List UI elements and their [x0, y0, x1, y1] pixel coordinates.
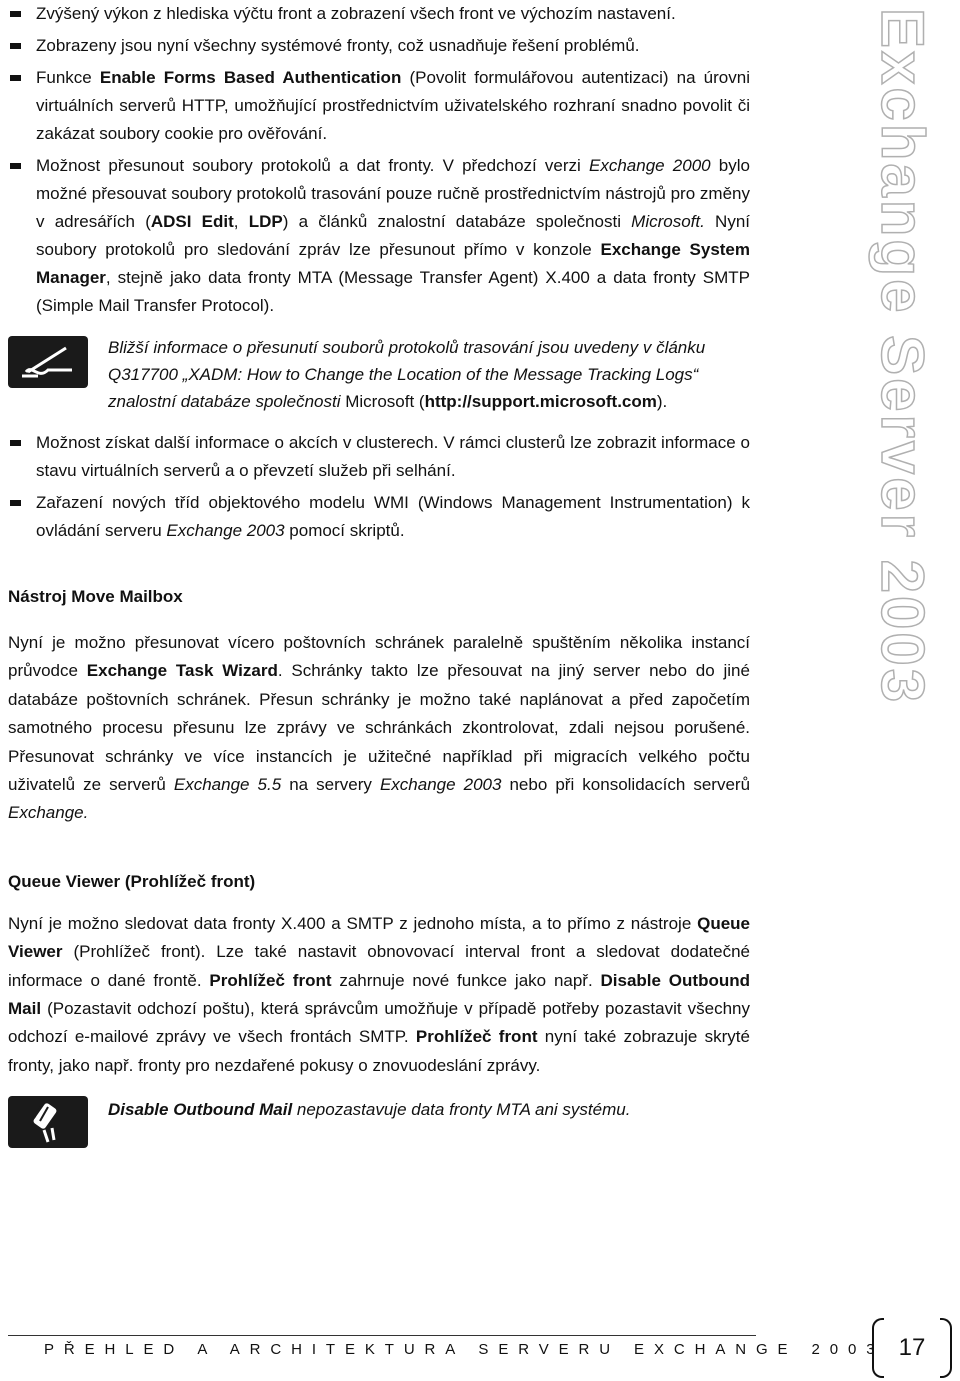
note-box	[8, 334, 750, 415]
bullet-marker-icon	[10, 11, 21, 17]
text-run: ,	[233, 212, 249, 231]
text-run: . Schránky takto lze přesouvat na jiný server nebo do jiné databáze poštovních schránek. Přesun schránky je možno také naplánovat a před započetím samotného procesu přesunu lze zprávy ve schránkách zkontrolovat, zdali nejsou porušené. Přesunovat schránky ve více instancích je užitečné například při migracích velkého počtu uživatelů ze serverů	[8, 661, 750, 795]
text-run: (Povolit formulářovou autentizaci) na úrovni virtuálních serverů HTTP, umožňující prostřednictvím uživatelského rozhraní snadno povolit či zakázat soubory cookie pro ověřování.	[36, 68, 750, 143]
bullet-marker-icon	[10, 440, 21, 446]
bold-term: LDP	[248, 212, 283, 231]
text-run: nebo při konsolidacích serverů	[501, 775, 751, 795]
page-content	[8, 0, 750, 1123]
italic-term: Exchange 5.5	[173, 775, 282, 795]
bullet-item	[8, 489, 750, 545]
text-run: Zobrazeny jsou nyní všechny systémové fronty, což usnadňuje řešení problémů.	[36, 36, 640, 55]
bold-term: Exchange Task Wizard	[86, 661, 278, 681]
bold-term: Disable Outbound Mail	[108, 1100, 293, 1120]
side-title: Exchange Server 2003	[869, 8, 936, 706]
text-run: Nyní je možno sledovat data fronty X.400 a SMTP z jednoho místa, a to přímo z nástroje	[8, 913, 698, 933]
running-title: PŘEHLED A ARCHITEKTURA SERVERU EXCHANGE 2003	[44, 1341, 885, 1358]
text-run: na servery	[281, 775, 380, 795]
italic-term: Exchange 2000	[589, 156, 711, 175]
text-run: ) a článků znalostní databáze společnosti	[282, 212, 632, 231]
bold-term: Prohlížeč front	[415, 1027, 538, 1047]
text-run: nyní také zobrazuje skryté fronty, jako např. fronty pro nezdařené pokusy o znovuodeslání zprávy.	[8, 1027, 750, 1075]
bold-term: http://support.microsoft.com	[424, 392, 657, 411]
bold-term: Prohlížeč front	[209, 970, 332, 990]
page-number: 17	[898, 1334, 926, 1361]
bullet-list-top	[8, 0, 750, 320]
warning-box	[8, 1096, 750, 1123]
text-run: ).	[656, 392, 668, 411]
bullet-item	[8, 152, 750, 320]
italic-term: nepozastavuje data fronty MTA ani systému.	[292, 1100, 631, 1120]
section-heading-queue-viewer: Queue Viewer (Prohlížeč front)	[8, 871, 256, 891]
bullet-item	[8, 0, 750, 28]
warning-text	[108, 1096, 750, 1123]
text-run: pomocí skriptů.	[284, 521, 405, 540]
footer-divider	[8, 1335, 756, 1336]
text-run: Funkce	[36, 68, 100, 87]
bullet-marker-icon	[10, 75, 21, 81]
text-run: Možnost přesunout soubory protokolů a dat fronty. V předchozí verzi	[36, 156, 590, 175]
page-bracket-right	[940, 1318, 952, 1378]
bold-term: Exchange System Manager	[36, 240, 750, 287]
bullet-item	[8, 64, 750, 148]
note-pen-icon	[8, 336, 88, 388]
italic-term: Exchange.	[8, 803, 89, 823]
section-paragraph-queue-viewer	[8, 910, 750, 1080]
text-run: (Pozastavit odchozí poštu), která správcům umožňuje v případě potřeby pozastavit všechny odchozí e-mailové zprávy ve všech frontách SMTP.	[8, 999, 750, 1047]
bullet-marker-icon	[10, 500, 21, 506]
note-text	[108, 334, 750, 415]
text-run: Nyní soubory protokolů pro sledování zpráv lze přesunout přímo v konzole	[36, 212, 751, 259]
text-run: zahrnuje nové funkce jako např.	[331, 970, 601, 990]
bullet-list-mid	[8, 429, 750, 545]
text-run: Zvýšený výkon z hlediska výčtu front a zobrazení všech front ve výchozím nastavení.	[36, 4, 676, 23]
text-run: Nyní je možno přesunovat vícero poštovních schránek paralelně spuštěním několika instancí průvodce	[8, 633, 750, 681]
bold-term: Disable Outbound Mail	[8, 970, 750, 1019]
italic-term: Exchange 2003	[379, 775, 502, 795]
bold-term: Enable Forms Based Authentication	[99, 68, 402, 87]
bold-term: Queue Viewer	[8, 913, 750, 962]
section-paragraph-move-mailbox	[8, 629, 750, 828]
warning-hand-icon	[8, 1096, 88, 1148]
text-run: Microsoft (	[345, 392, 425, 411]
bullet-item	[8, 32, 750, 60]
bullet-item	[8, 429, 750, 485]
bullet-marker-icon	[10, 163, 21, 169]
italic-term: Exchange 2003	[166, 521, 285, 540]
text-run: (Prohlížeč front). Lze také nastavit obnovovací interval front a sledovat dodatečné informace o dané frontě.	[8, 942, 750, 990]
text-run: bylo možné přesouvat soubory protokolů trasování pouze ručně prostřednictvím nástrojů pro změny v adresářích (	[36, 156, 750, 231]
page-bracket-left	[872, 1318, 884, 1378]
bold-term: ADSI Edit	[150, 212, 234, 231]
italic-term: Bližší informace o přesunutí souborů protokolů trasování jsou uvedeny v článku Q317700 „XADM: How to Change the Location of the Message Tracking Logs“ znalostní databáze společnosti	[108, 338, 706, 411]
text-run: Možnost získat další informace o akcích v clusterech. V rámci clusterů lze zobrazit informace o stavu virtuálních serverů a o převzetí služeb při selhání.	[36, 433, 750, 480]
bullet-marker-icon	[10, 43, 21, 49]
italic-term: Microsoft.	[631, 212, 705, 231]
text-run: , stejně jako data fronty MTA (Message Transfer Agent) X.400 a data fronty SMTP (Simple Mail Transfer Protocol).	[36, 268, 750, 315]
text-run: Zařazení nových tříd objektového modelu WMI (Windows Management Instrumentation) k ovládání serveru	[36, 493, 750, 540]
section-heading-move-mailbox: Nástroj Move Mailbox	[8, 587, 183, 606]
